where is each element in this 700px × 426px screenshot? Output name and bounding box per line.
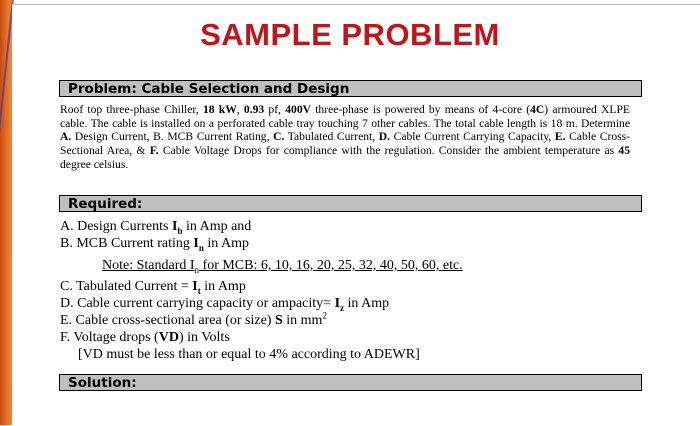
required-item-d: D. Cable current carrying capacity or ampacity= $I_z$ in Amp [60, 296, 390, 313]
mcb-standard-note: Note: Standard $I_n$ for MCB: 6, 10, 16, 20, 25, 32, 40, 50, 60, etc. [102, 258, 463, 275]
problem-statement: Roof top three-phase Chiller, 18 kW, 0.93 pf, 400V three-phase is powered by means of 4-core (4C) armoured XLPE cable. The cable is installed on a perforated cable tray touching 7 other cables. The total cable length is 18 m. Determine A. Design Current, B. MCB Current Rating, C. Tabulated Current, D. Cable Current Carrying Capacity, E. Cable Cross-Sectional Area, & F. Cable Voltage Drops for compliance with the regulation. Consider the ambient temperature as 45 degree celsius. [60, 103, 631, 171]
required-item-a: A. Design Currents $I_b$ in Amp and [60, 219, 252, 236]
slide-title: SAMPLE PROBLEM [200, 17, 500, 52]
core-value: 4C [530, 103, 545, 116]
required-header: Required: [59, 195, 642, 212]
pf-value: 0.93 [243, 103, 265, 116]
temperature-value: 45 [618, 144, 631, 158]
required-item-b: B. MCB Current rating $I_n$ in Amp [60, 236, 249, 253]
voltage-value: 400V [285, 103, 311, 116]
required-item-e: E. Cable cross-sectional area (or size) S in $mm^2$ [60, 310, 327, 328]
slide-edge-decoration [0, 0, 12, 425]
slide [12, 4, 700, 426]
voltage-drop-note: [VD must be less than or equal to 4% according to ADEWR] [78, 347, 420, 362]
problem-header: Problem: Cable Selection and Design [59, 80, 642, 97]
required-item-f: F. Voltage drops (VD) in Volts [60, 330, 230, 345]
power-value: 18 kW [202, 103, 237, 116]
solution-header: Solution: [59, 374, 642, 391]
required-item-c: C. Tabulated Current = $I_t$ in Amp [60, 279, 246, 296]
